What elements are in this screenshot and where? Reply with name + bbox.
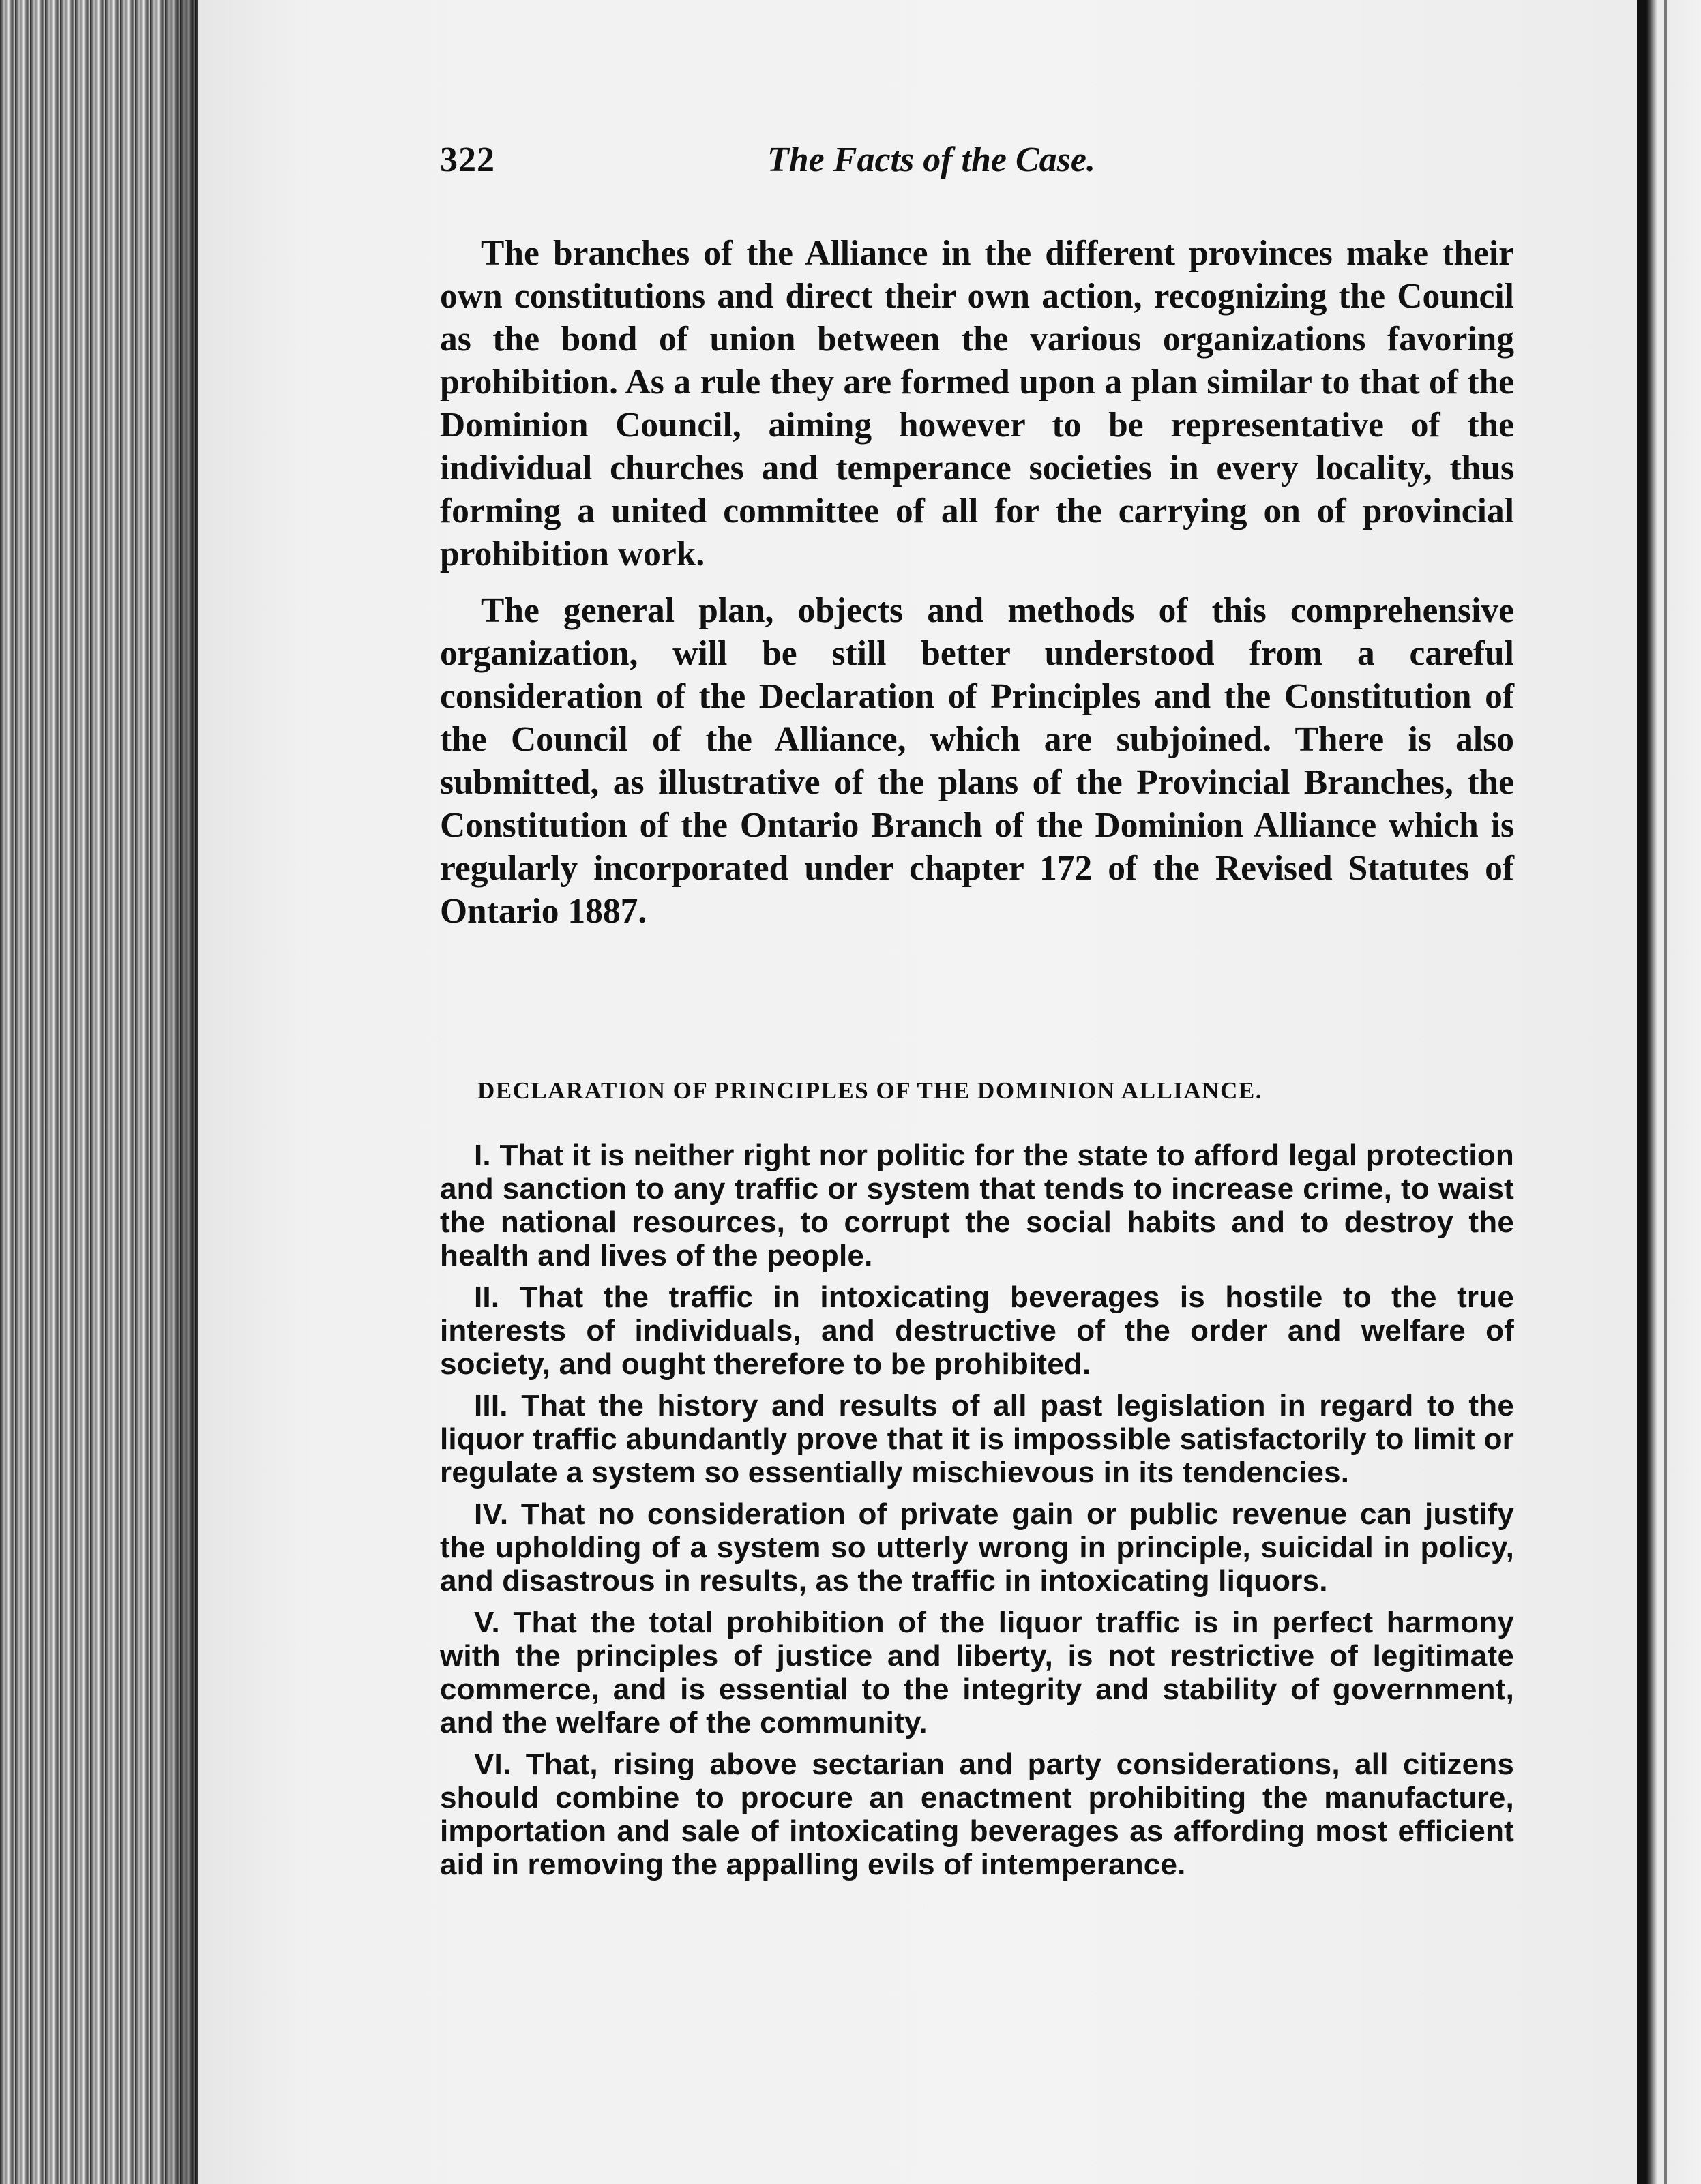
principle-item: I. That it is neither right nor politic for the state to afford legal protection and sanction to any traffic or system that tends to increase crime, to waist the national resources, to corrupt the social habits and to destroy the health and lives of the people. bbox=[440, 1139, 1514, 1272]
section-heading: DECLARATION OF PRINCIPLES OF THE DOMINION ALLIANCE. bbox=[477, 1077, 1262, 1104]
principle-item: VI. That, rising above sectarian and party considerations, all citizens should combine to procure an enactment prohibiting the manufacture, importation and sale of intoxicating beverages as affording most efficient aid in removing the appalling evils of intemperance. bbox=[440, 1748, 1514, 1881]
body-text bbox=[440, 232, 1514, 946]
running-head bbox=[440, 140, 1514, 194]
principle-item: IV. That no consideration of private gain or public revenue can justify the upholding of a system so utterly wrong in principle, suicidal in policy, and disastrous in results, as the traffic in intoxicating liquors. bbox=[440, 1497, 1514, 1598]
facing-page-edge bbox=[1637, 0, 1701, 2184]
paragraph: The branches of the Alliance in the different provinces make their own constitutions and direct their own action, recognizing the Council as the bond of union between the various organizations favoring prohibition. As a rule they are formed upon a plan similar to that of the Dominion Council, aiming however to be representative of the individual churches and temperance societies in every locality, thus forming a united committee of all for the carrying on of provincial prohibition work. bbox=[440, 234, 1514, 573]
gutter-shadow bbox=[157, 0, 198, 2184]
principles-list bbox=[440, 1139, 1514, 1889]
page-number: 322 bbox=[440, 140, 495, 179]
running-title: The Facts of the Case. bbox=[767, 140, 1095, 179]
facing-page-border bbox=[1664, 0, 1667, 2184]
principle-item: III. That the history and results of all past legislation in regard to the liquor traffic abundantly prove that it is impossible satisfactorily to limit or regulate a system so essentially mischievous in its tendencies. bbox=[440, 1389, 1514, 1489]
principle-item: II. That the traffic in intoxicating beverages is hostile to the true interests of individuals, and destructive of the order and welfare of society, and ought therefore to be prohibited. bbox=[440, 1281, 1514, 1381]
paragraph: The general plan, objects and methods of this comprehensive organization, will be still better understood from a careful consideration of the Declaration of Principles and the Constitution of the Council of the Alliance, which are subjoined. There is also submitted, as illustrative of the plans of the Provincial Branches, the Constitution of the Ontario Branch of the Dominion Alliance which is regularly incorporated under chapter 172 of the Revised Statutes of Ontario 1887. bbox=[440, 591, 1514, 931]
principle-item: V. That the total prohibition of the liquor traffic is in perfect harmony with the principles of justice and liberty, is not restrictive of legitimate commerce, and is essential to the integrity and stability of government, and the welfare of the community. bbox=[440, 1606, 1514, 1739]
